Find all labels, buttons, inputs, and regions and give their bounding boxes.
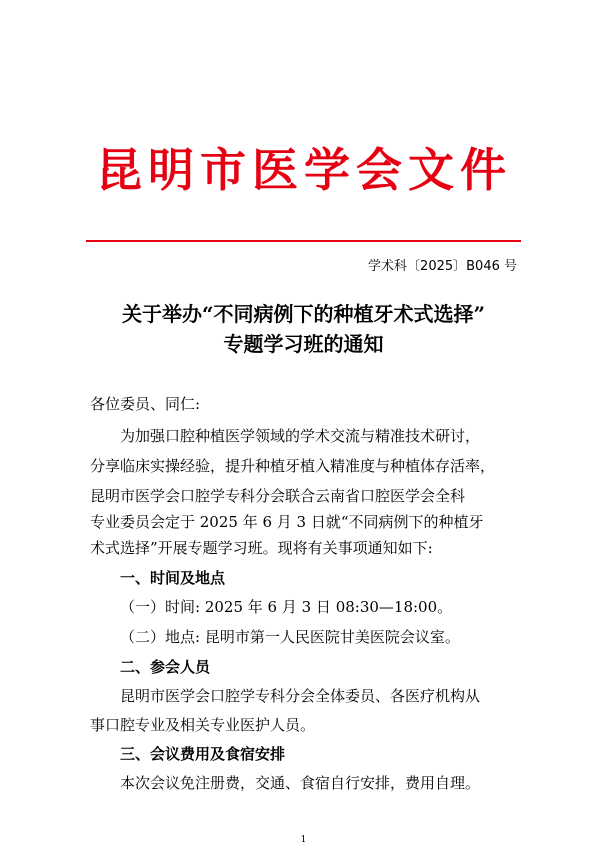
document-number: 学术科〔2025〕B046 号 [368, 259, 517, 274]
intro-line: 分享临床实操经验，提升种植牙植入精准度与种植体存活率， [90, 457, 496, 475]
section-heading-attendees: 二、参会人员 [120, 658, 211, 676]
section-heading-fees: 三、会议费用及食宿安排 [120, 745, 286, 763]
intro-line: 昆明市医学会口腔学专科分会联合云南省口腔医学会全科 [90, 487, 466, 505]
intro-line: 专业委员会定于 2025 年 6 月 3 日就“不同病例下的种植牙 [90, 513, 484, 531]
time-line: （一）时间: 2025 年 6 月 3 日 08:30—18:00。 [120, 598, 453, 616]
intro-line: 术式选择”开展专题学习班。现将有关事项通知如下: [90, 539, 433, 557]
attendees-line: 昆明市医学会口腔学专科分会全体委员、各医疗机构从 [120, 687, 481, 705]
red-divider-line [86, 240, 521, 242]
document-header-title: 昆明市医学会文件 [96, 143, 512, 197]
salutation: 各位委员、同仁: [90, 395, 201, 413]
attendees-line: 事口腔专业及相关专业医护人员。 [90, 716, 316, 734]
notice-title-line-1: 关于举办“不同病例下的种植牙术式选择” [121, 302, 485, 326]
section-heading-time-place: 一、时间及地点 [120, 569, 226, 587]
notice-title-line-2: 专题学习班的通知 [223, 332, 384, 356]
intro-line: 为加强口腔种植医学领域的学术交流与精准技术研讨， [120, 427, 481, 445]
fees-line: 本次会议免注册费，交通、食宿自行安排，费用自理。 [120, 774, 481, 792]
page-number: 1 [300, 835, 307, 845]
place-line: （二）地点: 昆明市第一人民医院甘美医院会议室。 [120, 628, 460, 646]
